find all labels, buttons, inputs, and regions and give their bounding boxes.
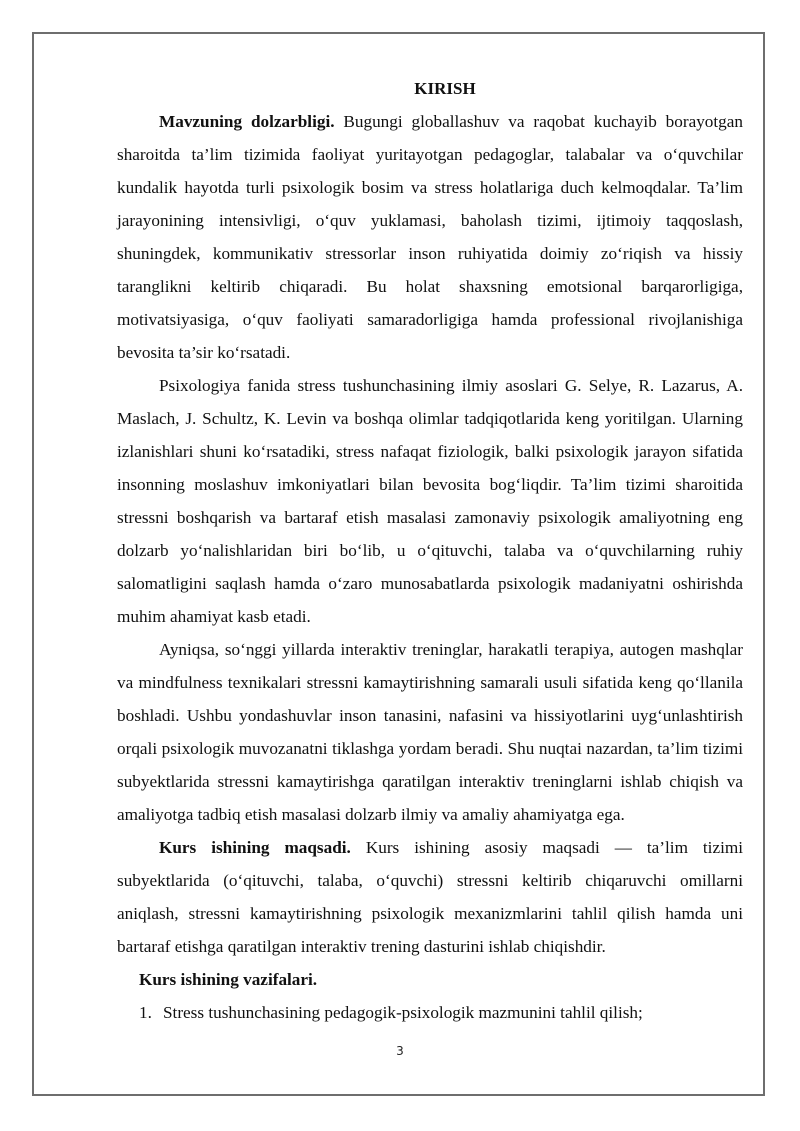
paragraph-text: Kurs ishining asosiy maqsadi — ta’lim tizimi subyektlarida (o‘qituvchi, talaba, o‘quvchi) stressni keltirib chiqaruvchi omillarni aniqlash, stressni kamaytirishning psixologik mexanizmlarini tahlil qilish hamda uni bartaraf etishga qaratilgan interaktiv trening dasturini ishlab chiqishdir. (117, 838, 744, 956)
list-item-text: Stress tushunchasining pedagogik-psixologik mazmunini tahlil qilish; (163, 1003, 643, 1022)
page-number: 3 (396, 1044, 404, 1058)
paragraph-goal (117, 831, 743, 963)
tasks-heading: Kurs ishining vazifalari. (139, 970, 318, 989)
tasks-list (117, 996, 743, 1029)
document-body (117, 72, 743, 1029)
paragraph-text: Psixologiya fanida stress tushunchasining ilmiy asoslari G. Selye, R. Lazarus, A. Maslach, J. Schultz, K. Levin va boshqa olimlar tadqiqotlarida keng yoritilgan. Ularning izlanishlari shuni ko‘rsatadiki, stress nafaqat fiziologik, balki psixologik jarayon sifatida insonning moslashuv imkoniyatlari bilan bevosita bog‘liqdir. Ta’lim tizimi sharoitida stressni boshqarish va bartaraf etish masalasi zamonaviy psixologik amaliyotning eng dolzarb yo‘nalishlaridan biri bo‘lib, u o‘qituvchi, talaba va o‘quvchilarning ruhiy salomatligini saqlash hamda o‘zaro munosabatlarda psixologik madaniyatni oshirishda muhim ahamiyat kasb etadi. (117, 376, 743, 626)
paragraph-text: Ayniqsa, so‘nggi yillarda interaktiv treninglar, harakatli terapiya, autogen mashqlar va mindfulness texnikalari stressni kamaytirishning samarali usuli sifatida keng qo‘llanila boshladi. Ushbu yondashuvlar inson tanasini, nafasini va hissiyotlarini uyg‘unlashtirish orqali psixologik muvozanatni tiklashga yordam beradi. Shu nuqtai nazardan, ta’lim tizimi subyektlarida stressni kamaytirishga qaratilgan interaktiv treninglarni ishlab chiqish va amaliyotga tadbiq etish masalasi dolzarb ilmiy va amaliy ahamiyatga ega. (117, 640, 743, 824)
paragraph-relevance (117, 105, 743, 369)
section-title: KIRISH (414, 79, 476, 98)
list-item (117, 996, 743, 1029)
paragraph-interactive-trainings (117, 633, 743, 831)
paragraph-text: Bugungi globallashuv va raqobat kuchayib borayotgan sharoitda ta’lim tizimida faoliyat yuritayotgan pedagoglar, talabalar va o‘quvchilar kundalik hayotda turli psixologik bosim va stress holatlariga duch kelmoqdalar. Ta’lim jarayonining intensivligi, o‘quv yuklamasi, baholash tizimi, ijtimoiy taqqoslash, shuningdek, kommunikativ stressorlar inson ruhiyatida doimiy zo‘riqish va hissiy taranglikni keltirib chiqaradi. Bu holat shaxsning emotsional barqarorligiga, motivatsiyasiga, o‘quv faoliyati samaradorligiga hamda professional rivojlanishiga bevosita ta’sir ko‘rsatadi. (117, 112, 743, 362)
paragraph-lead: Kurs ishining maqsadi. (159, 838, 351, 857)
paragraph-stress-theory (117, 369, 743, 633)
paragraph-lead: Mavzuning dolzarbligi. (159, 112, 335, 131)
list-item-number: 1. (139, 1003, 152, 1022)
